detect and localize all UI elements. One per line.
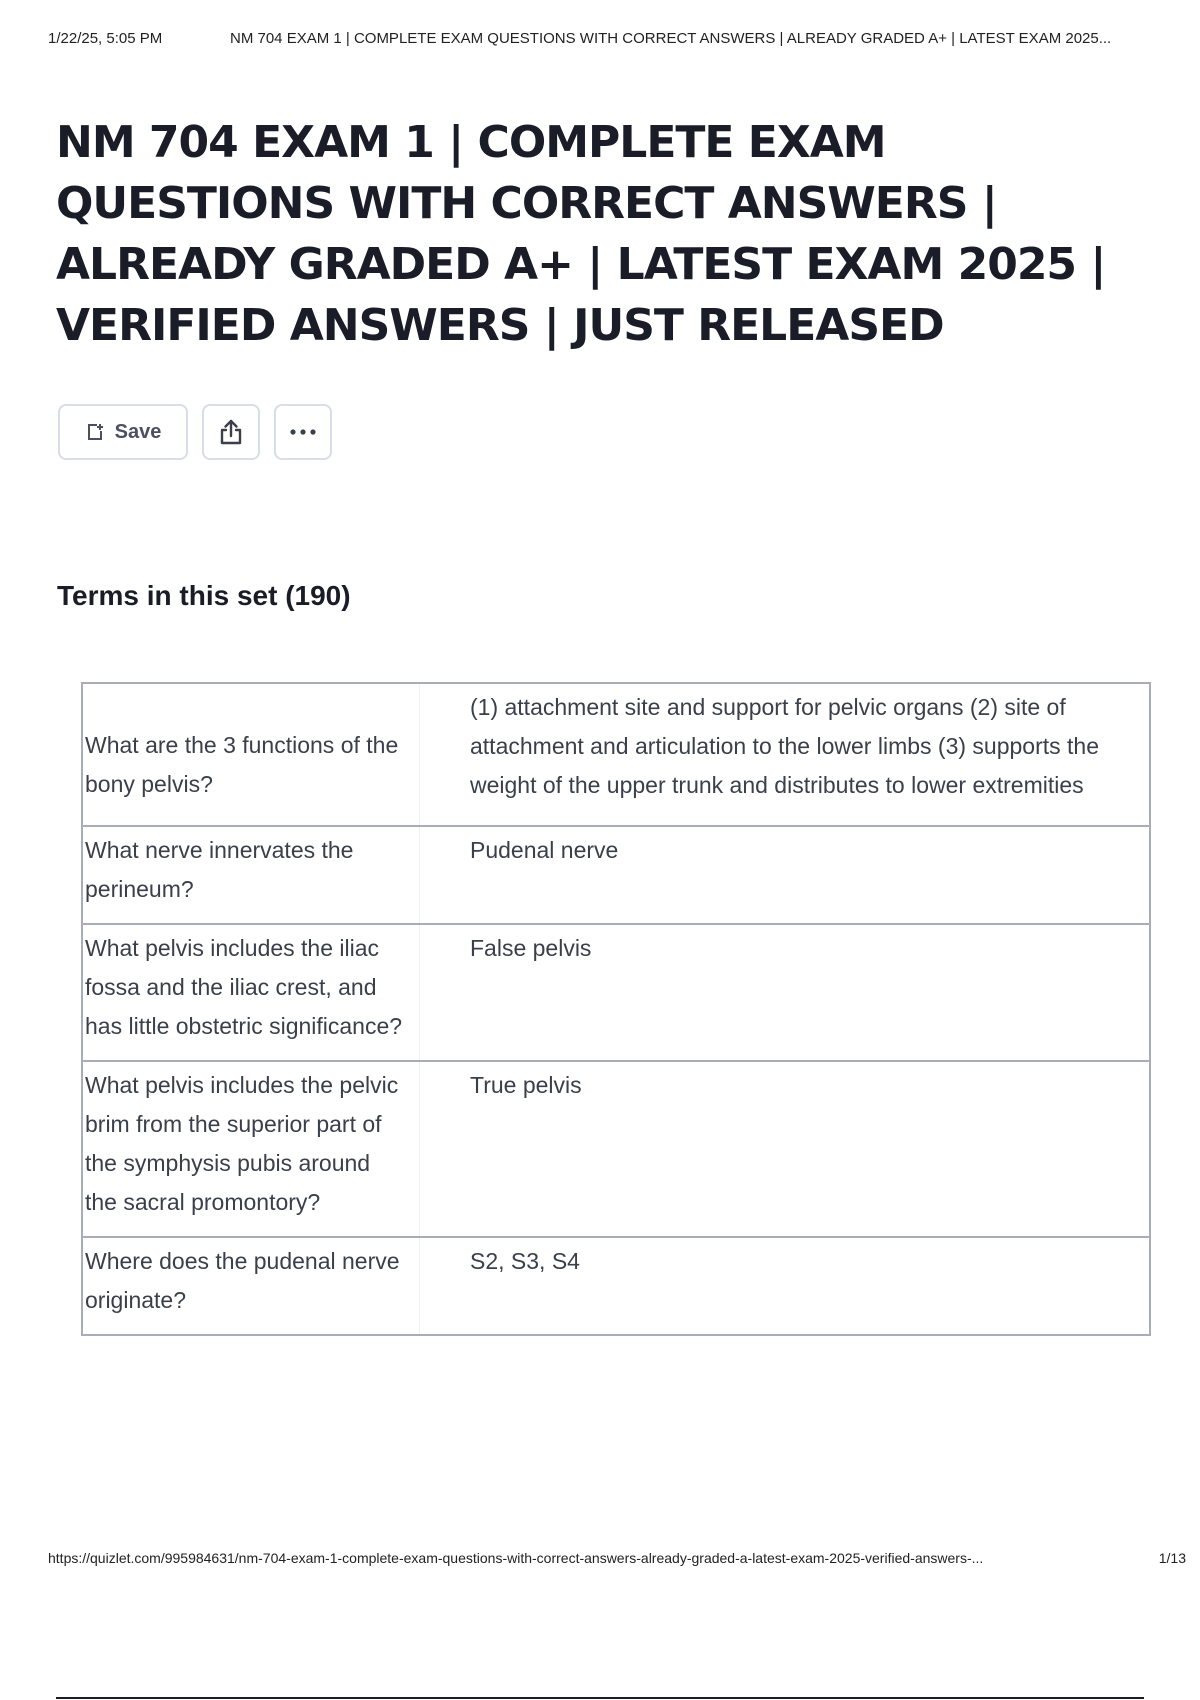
more-horizontal-icon <box>289 428 317 436</box>
term-row <box>82 1237 1150 1335</box>
terms-table <box>81 682 1151 1336</box>
term-row <box>82 1061 1150 1237</box>
page-title: NM 704 EXAM 1 | COMPLETE EXAM QUESTIONS WITH CORRECT ANSWERS | ALREADY GRADED A+ | LATEST EXAM 2025 | VERIFIED ANSWERS | JUST RELEASED <box>56 117 1106 351</box>
term-row <box>82 826 1150 924</box>
term-row <box>82 683 1150 826</box>
term-text: What pelvis includes the pelvic brim from the superior part of the symphysis pubis around the sacral promontory? <box>82 1061 420 1237</box>
page-divider <box>56 1697 1144 1699</box>
bookmark-add-icon <box>85 422 105 442</box>
definition-text: Pudenal nerve <box>470 837 619 863</box>
definition-text: True pelvis <box>470 1072 582 1098</box>
term-text: What nerve innervates the perineum? <box>82 826 420 924</box>
print-date: 1/22/25, 5:05 PM <box>48 30 163 47</box>
print-document-title: NM 704 EXAM 1 | COMPLETE EXAM QUESTIONS WITH CORRECT ANSWERS | ALREADY GRADED A+ | LATEST EXAM 2025... <box>230 30 1112 47</box>
print-header <box>48 30 1180 50</box>
save-button[interactable] <box>58 404 188 460</box>
page-number: 1/13 <box>1158 1550 1186 1566</box>
save-button-label: Save <box>114 420 162 443</box>
print-url: https://quizlet.com/995984631/nm-704-exam-1-complete-exam-questions-with-correct-answers-already-graded-a-latest-exam-2025-verified-answers-... <box>48 1550 984 1566</box>
term-text: Where does the pudenal nerve originate? <box>82 1237 420 1335</box>
definition-text: S2, S3, S4 <box>470 1248 580 1274</box>
share-icon <box>216 417 246 447</box>
print-footer <box>48 1550 1186 1570</box>
terms-heading: Terms in this set (190) <box>57 580 351 611</box>
term-text: What pelvis includes the iliac fossa and the iliac crest, and has little obstetric significance? <box>82 924 420 1061</box>
definition-text: (1) attachment site and support for pelvic organs (2) site of attachment and articulation to the lower limbs (3) supports the weight of the upper trunk and distributes to lower extremities <box>470 694 1099 798</box>
share-button[interactable] <box>202 404 260 460</box>
term-row <box>82 924 1150 1061</box>
definition-text: False pelvis <box>470 935 592 961</box>
term-text: What are the 3 functions of the bony pelvis? <box>82 683 420 826</box>
action-bar <box>58 404 332 462</box>
more-options-button[interactable] <box>274 404 332 460</box>
